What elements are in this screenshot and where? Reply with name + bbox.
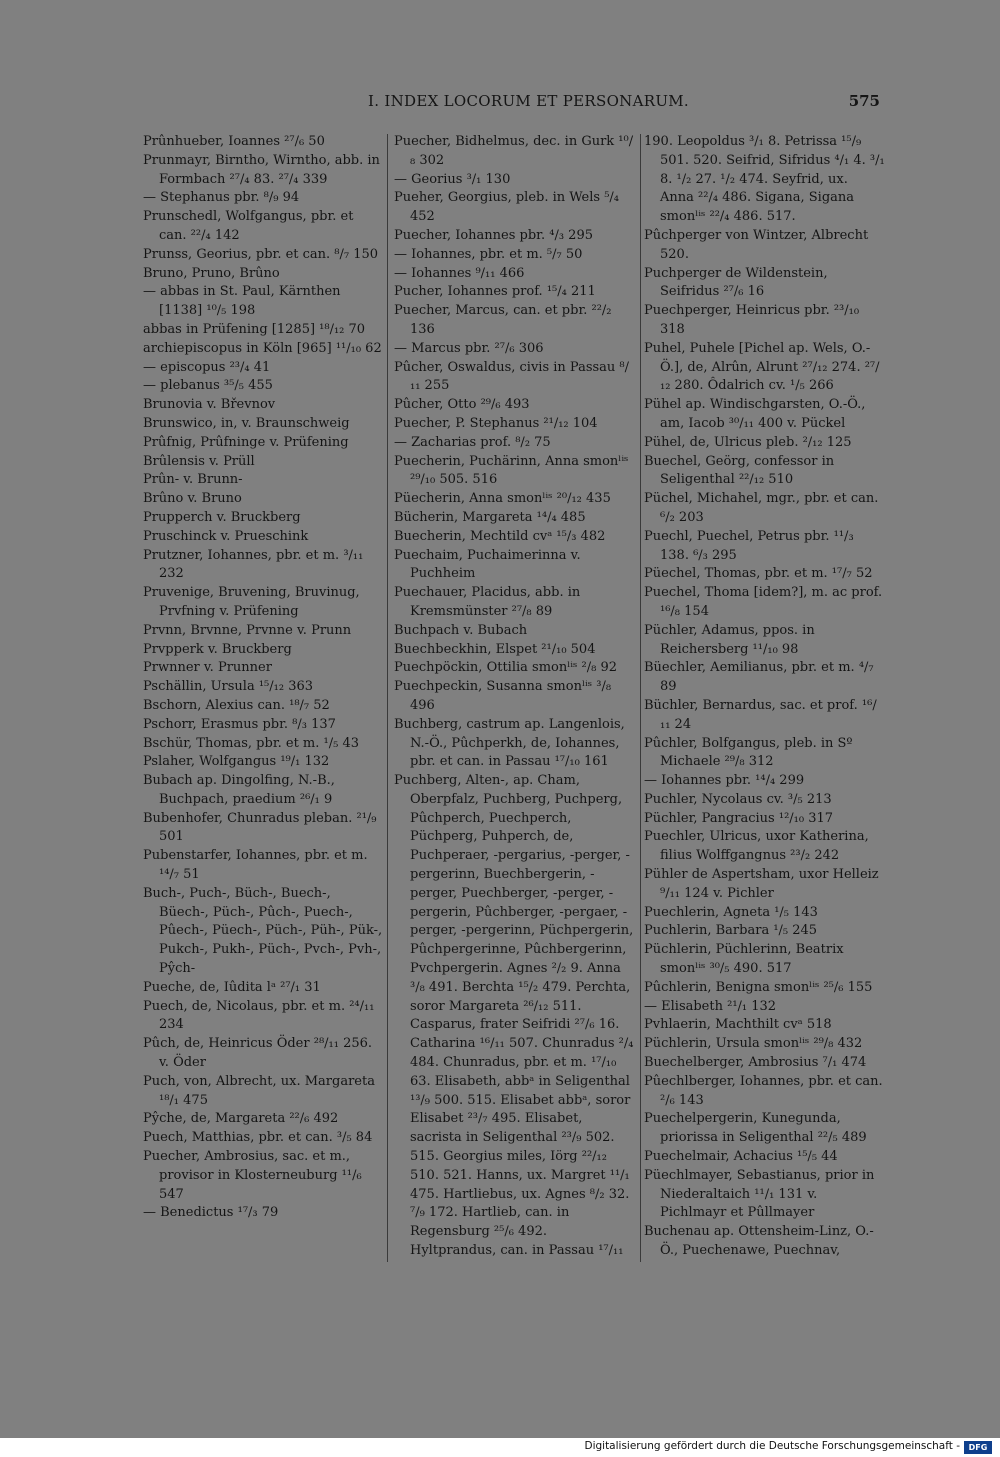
index-entry: Puch, von, Albrecht, ux. Margareta ¹⁸/₁ 475 (143, 1073, 375, 1108)
dfg-logo: DFG (964, 1441, 992, 1454)
index-entry: Bubach ap. Dingolfing, N.-B., Buchpach, praedium ²⁶/₁ 9 (143, 773, 335, 807)
index-entry: — Georius ³/₁ 130 (394, 171, 511, 187)
index-entry: Püchlerin, Püchlerinn, Beatrix smonˡⁱˢ ³⁰/₅ 490. 517 (644, 942, 844, 977)
index-entry: Puechel, Thoma [idem?], m. ac prof. ¹⁶/₈ 154 (644, 585, 883, 619)
index-entry: Prvnn, Brvnne, Prvnne v. Prunn (143, 622, 352, 638)
index-entry: Pueher, Georgius, pleb. in Wels ⁵/₄ 452 (394, 190, 620, 225)
index-entry: Puechperger, Heinricus pbr. ²³/₁₀ 318 (644, 303, 860, 337)
index-entry: Pŷche, de, Margareta ²²/₆ 492 (143, 1111, 339, 1127)
index-entry: Prutzner, Iohannes, pbr. et m. ³/₁₁ 232 (143, 547, 364, 582)
running-title: I. INDEX LOCORUM ET PERSONARUM. (368, 92, 689, 110)
index-entry: Bruno, Pruno, Brûno (143, 265, 280, 281)
index-entry: — Iohannes, pbr. et m. ⁵/₇ 50 (394, 246, 583, 262)
index-entry: Buchpach v. Bubach (394, 622, 528, 638)
index-entry: Brûlensis v. Prüll (143, 453, 255, 469)
index-entry: Püecherin, Anna smonˡⁱˢ ²⁰/₁₂ 435 (394, 491, 611, 507)
footer-credit: Digitalisierung gefördert durch die Deutsche Forschungsgemeinschaft - (584, 1440, 960, 1452)
index-entry: Pûchlerin, Benigna smonˡⁱˢ ²⁵/₆ 155 (644, 979, 873, 995)
index-entry: Püechel, Thomas, pbr. et m. ¹⁷/₇ 52 (644, 566, 873, 582)
index-entry: Buechel, Geörg, confessor in Seligenthal ²²/₁₂ 510 (644, 453, 835, 488)
index-entry: Pucher, Iohannes prof. ¹⁵/₄ 211 (394, 284, 596, 300)
index-entry: archiepiscopus in Köln [965] ¹¹/₁₀ 62 (143, 340, 382, 356)
index-entry: Büchler, Bernardus, sac. et prof. ¹⁶/₁₁ 24 (644, 697, 877, 732)
index-entry: Puhel, Puhele [Pichel ap. Wels, O.-Ö.], de, Alrûn, Alrunt ²⁷/₁₂ 274. ²⁷/₁₂ 280. Ôdalrich cv. ¹/₅ 266 (644, 340, 880, 394)
index-entry: Püchlerin, Ursula smonˡⁱˢ ²⁹/₈ 432 (644, 1036, 863, 1052)
index-entry: Prûn- v. Brunn- (143, 472, 243, 488)
index-entry: — Marcus pbr. ²⁷/₆ 306 (394, 340, 544, 356)
column-rule (640, 134, 641, 1262)
index-entry: Brûno v. Bruno (143, 491, 242, 507)
index-entry: Brunswico, in, v. Braunschweig (143, 415, 350, 431)
index-entry: Puechler, Ulricus, uxor Katherina, filius Wolffgangnus ²³/₂ 242 (644, 829, 869, 864)
index-entry: Buchberg, castrum ap. Langenlois, N.-Ö., Pûchperkh, de, Iohannes, pbr. et can. in Passau ¹⁷/₁₀ 161 (394, 716, 625, 770)
index-entry: Puech, de, Nicolaus, pbr. et m. ²⁴/₁₁ 234 (143, 998, 375, 1033)
index-entry: Pühel ap. Windischgarsten, O.-Ö., am, Iacob ³⁰/₁₁ 400 v. Pückel (644, 397, 866, 431)
index-entry: Pühel, de, Ulricus pleb. ²/₁₂ 125 (644, 434, 852, 450)
index-entry: 190. Leopoldus ³/₁ 8. Petrissa ¹⁵/₉ 501. 520. Seifrid, Sifridus ⁴/₁ 4. ³/₁ 8. ¹/₂ 27. ¹/₂ 474. Seyfrid, ux. Anna ²²/₄ 486. Sigana, Sigana smonˡⁱˢ ²²/₄ 486. 517. (644, 134, 885, 225)
index-entry: — Zacharias prof. ⁸/₂ 75 (394, 434, 551, 450)
index-entry: Prupperch v. Bruckberg (143, 509, 301, 525)
index-entry: Pvhlaerin, Machthilt cvᵃ 518 (644, 1017, 832, 1033)
index-entry: Puecher, P. Stephanus ²¹/₁₂ 104 (394, 415, 598, 431)
index-entry: Pühler de Aspertsham, uxor Helleiz ⁹/₁₁ 124 v. Pichler (644, 867, 879, 901)
index-entry: Puechaim, Puchaimerinna v. Puchheim (394, 547, 581, 582)
index-entry: Pûcher, Oswaldus, civis in Passau ⁸/₁₁ 255 (394, 359, 630, 394)
index-column-left (143, 133, 383, 1223)
index-entry: Puechelmair, Achacius ¹⁵/₅ 44 (644, 1149, 838, 1165)
index-entry: Prwnner v. Prunner (143, 660, 272, 676)
index-entry: Brunovia v. Břevnov (143, 397, 276, 413)
index-entry: — Stephanus pbr. ⁸/₉ 94 (143, 190, 300, 206)
index-column-middle (394, 133, 634, 1261)
page-header (140, 92, 880, 114)
index-entry: — Iohannes ⁹/₁₁ 466 (394, 265, 525, 281)
index-entry: Buechelberger, Ambrosius ⁷/₁ 474 (644, 1055, 867, 1071)
index-entry: Pûchperger von Wintzer, Albrecht 520. (644, 227, 869, 262)
index-entry: Püchler, Adamus, ppos. in Reichersberg ¹¹/₁₀ 98 (644, 622, 815, 657)
index-entry: Buecherin, Mechtild cvᵃ ¹⁵/₃ 482 (394, 528, 606, 544)
index-entry: Pûechlberger, Iohannes, pbr. et can. ²/₆ 143 (644, 1073, 883, 1108)
index-entry: Pubenstarfer, Iohannes, pbr. et m. ¹⁴/₇ 51 (143, 848, 368, 883)
index-entry: Prunmayr, Birntho, Wirntho, abb. in Formbach ²⁷/₄ 83. ²⁷/₄ 339 (143, 152, 380, 187)
index-entry: Bubenhofer, Chunradus pleban. ²¹/₉ 501 (143, 810, 377, 845)
index-entry: Puecher, Bidhelmus, dec. in Gurk ¹⁰/₈ 302 (394, 134, 634, 168)
index-entry: Buchenau ap. Ottensheim-Linz, O.-Ö., Puechenawe, Puechnav, (644, 1224, 874, 1259)
index-entry: Bschorn, Alexius can. ¹⁸/₇ 52 (143, 697, 330, 713)
index-entry: Puechpöckin, Ottilia smonˡⁱˢ ²/₈ 92 (394, 660, 617, 676)
index-entry: Pslaher, Wolfgangus ¹⁹/₁ 132 (143, 754, 330, 770)
index-entry: — episcopus ²³/₄ 41 (143, 359, 271, 375)
index-entry: Puecher, Iohannes pbr. ⁴/₃ 295 (394, 227, 593, 243)
index-entry: Puchlerin, Barbara ¹/₅ 245 (644, 923, 818, 939)
index-entry: Püechlmayer, Sebastianus, prior in Niederaltaich ¹¹/₁ 131 v. Pichlmayr et Pûllmayer (644, 1167, 875, 1221)
index-entry: Prvpperk v. Bruckberg (143, 641, 292, 657)
index-entry: Pûcher, Otto ²⁹/₆ 493 (394, 397, 530, 413)
index-entry: Pruvenige, Bruvening, Bruvinug, Prvfning v. Prüfening (143, 585, 360, 619)
index-entry: Prunss, Georius, pbr. et can. ⁸/₇ 150 (143, 246, 379, 262)
index-entry: Pûch, de, Heinricus Öder ²⁸/₁₁ 256. v. Öder (143, 1036, 373, 1071)
index-column-right (644, 133, 885, 1261)
index-entry: Puchler, Nycolaus cv. ³/₅ 213 (644, 791, 832, 807)
index-entry: Buechbeckhin, Elspet ²¹/₁₀ 504 (394, 641, 596, 657)
index-entry: Puechlerin, Agneta ¹/₅ 143 (644, 904, 818, 920)
index-entry: Puech, Matthias, pbr. et can. ³/₅ 84 (143, 1130, 373, 1146)
index-entry: Prunschedl, Wolfgangus, pbr. et can. ²²/₄ 142 (143, 209, 354, 243)
index-entry: Pûchler, Bolfgangus, pleb. in Sº Michaele ²⁹/₈ 312 (644, 735, 853, 770)
digitization-footer (0, 1438, 1000, 1457)
index-entry: Püchler, Pangracius ¹²/₁₀ 317 (644, 810, 834, 826)
index-entry: Pschorr, Erasmus pbr. ⁸/₃ 137 (143, 716, 336, 732)
index-entry: Puechl, Puechel, Petrus pbr. ¹¹/₃ 138. ⁶/₃ 295 (644, 528, 854, 563)
index-entry: — Benedictus ¹⁷/₃ 79 (143, 1205, 279, 1221)
index-entry: Puecher, Ambrosius, sac. et m., provisor in Klosterneuburg ¹¹/₆ 547 (143, 1149, 362, 1202)
index-entry: — plebanus ³⁵/₅ 455 (143, 378, 273, 394)
index-entry: Buch-, Puch-, Büch-, Buech-, Büech-, Püch-, Pûch-, Puech-, Pûech-, Püech-, Püch-, Püh-, Pük-, Pukch-, Pukh-, Püch-, Pvch-, Pvh-, Pŷch- (143, 885, 383, 977)
index-entry: Pschällin, Ursula ¹⁵/₁₂ 363 (143, 679, 314, 695)
index-entry: Puchperger de Wildenstein, Seifridus ²⁷/₆ 16 (644, 265, 828, 300)
index-entry: Bücherin, Margareta ¹⁴/₄ 485 (394, 509, 586, 525)
index-entry: — Iohannes pbr. ¹⁴/₄ 299 (644, 773, 805, 789)
index-entry: — abbas in St. Paul, Kärnthen [1138] ¹⁰/₅ 198 (143, 284, 341, 319)
index-entry: Pruschinck v. Prueschink (143, 528, 309, 544)
index-entry: Prûfnig, Prûfninge v. Prüfening (143, 434, 349, 450)
index-entry: abbas in Prüfening [1285] ¹⁸/₁₂ 70 (143, 321, 366, 337)
index-entry: Büechler, Aemilianus, pbr. et m. ⁴/₇ 89 (644, 660, 874, 695)
index-entry: Püchel, Michahel, mgr., pbr. et can. ⁶/₂ 203 (644, 491, 879, 525)
index-entry: Puechelpergerin, Kunegunda, priorissa in Seligenthal ²²/₅ 489 (644, 1111, 867, 1146)
page-number: 575 (848, 92, 880, 110)
index-entry: Puechauer, Placidus, abb. in Kremsmünster ²⁷/₈ 89 (394, 585, 581, 619)
index-entry: Bschür, Thomas, pbr. et m. ¹/₅ 43 (143, 735, 359, 751)
index-entry: — Elisabeth ²¹/₁ 132 (644, 998, 777, 1014)
index-entry: Puecher, Marcus, can. et pbr. ²²/₂ 136 (394, 303, 612, 337)
index-entry: Puchberg, Alten-, ap. Cham, Oberpfalz, Puchberg, Puchperg, Pûchperch, Puechperch, Püchperg, Puhperch, de, Puchperaer, -pergarius, -perger, -pergerinn, Buechbergerin, -perger, Puechberger, -perger, -pergerin, Pûchberger, -pergaer, -perger, -pergerinn, Püchpergerin, Pûchpergerinne, Pûchbergerinn, Pvchpergerin. Agnes ²/₂ 9. Anna ³/₈ 491. Berchta ¹⁵/₂ 479. Perchta, soror Margareta ²⁶/₁₂ 511. Casparus, frater Seifridi ²⁷/₆ 16. Catharina ¹⁶/₁₁ 507. Chunradus ²/₄ 484. Chunradus, pbr. et m. ¹⁷/₁₀ 63. Elisabeth, abbᵃ in Seligenthal ¹³/₉ 500. 515. Elisabet abbᵃ, soror Elisabet ²³/₇ 495. Elisabet, sacrista in Seligenthal ²³/₉ 502. 515. Georgius miles, Iörg ²²/₁₂ 510. 521. Hanns, ux. Margret ¹¹/₁ 475. Hartliebus, ux. Agnes ⁸/₂ 32. ⁷/₉ 172. Hartlieb, can. in Regensburg ²⁵/₆ 492. Hyltprandus, can. in Passau ¹⁷/₁₁ (394, 773, 634, 1259)
index-entry: Prûnhueber, Ioannes ²⁷/₆ 50 (143, 134, 325, 149)
index-entry: Puechpeckin, Susanna smonˡⁱˢ ³/₈ 496 (394, 679, 612, 713)
index-entry: Pueche, de, Iûdita lᵃ ²⁷/₁ 31 (143, 979, 321, 995)
column-rule (387, 134, 388, 1262)
index-entry: Puecherin, Puchärinn, Anna smonˡⁱˢ ²⁹/₁₀ 505. 516 (394, 453, 629, 488)
